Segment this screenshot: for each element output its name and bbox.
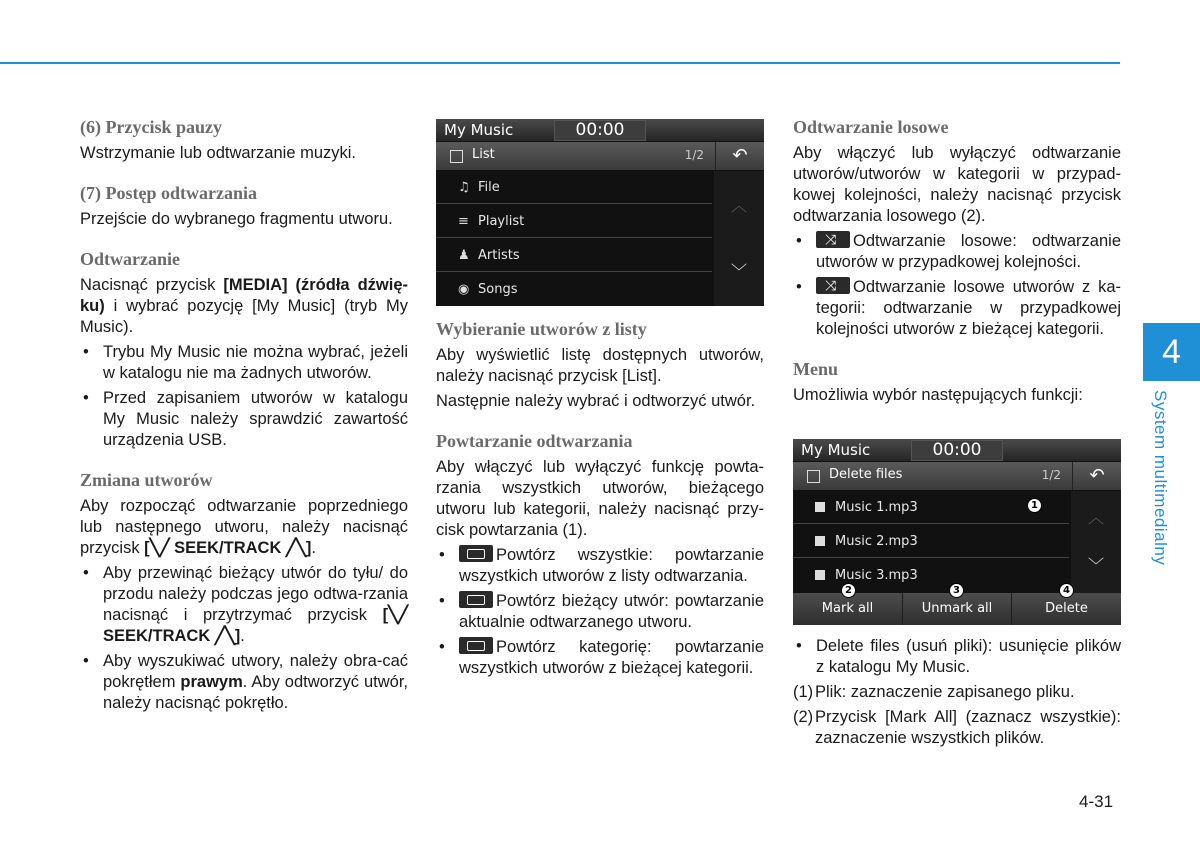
text-playback-post: i wybrać pozycję [My Music] (tryb My Music). <box>80 297 408 336</box>
file-row[interactable] <box>793 559 1069 592</box>
shuffle-icon <box>816 231 850 248</box>
repeat-category-icon <box>459 637 493 654</box>
repeat-all-icon <box>459 545 493 562</box>
text-change-pre: Aby rozpocząć odtwarzanie poprzedniego lub następnego utworu, należy nacisnąć przycisk <box>80 497 408 557</box>
bullet-text: Odtwarzanie losowe: odtwarzanie utworów w przypadkowej kolejności. <box>816 232 1121 271</box>
scroll-down-icon[interactable]: ﹀ <box>1087 556 1104 575</box>
chapter-label: System multimedialny <box>1151 390 1170 566</box>
text-select-1: Aby wyświetlić listę dostępnych utworów, należy nacisnąć przycisk [List]. <box>436 346 764 385</box>
text-change-bold: [╲╱ SEEK/TRACK ╱╲] <box>144 539 312 557</box>
mark-all-button[interactable]: Mark all <box>793 593 903 625</box>
repeat-bullets <box>436 545 764 679</box>
list-item <box>436 545 764 587</box>
heading-shuffle: Odtwarzanie losowe <box>793 117 949 137</box>
scroll-up-icon[interactable]: ︿ <box>730 196 747 215</box>
list-item-songs[interactable] <box>436 273 712 306</box>
numbered-item <box>793 707 1121 749</box>
bullet-bold: [╲╱ SEEK/TRACK ╱╲] <box>103 606 408 645</box>
bullet-pre: Aby przewinąć bieżący utwór do tyłu/ do przodu należy podczas jego odtwa-rzania nacisnąć i przytrzymać przycisk <box>103 564 408 624</box>
text-pause: Wstrzymanie lub odtwarzanie muzyki. <box>80 144 357 162</box>
row-label: Songs <box>478 282 518 297</box>
text-select-2: Następnie należy wybrać i odtworzyć utwór. <box>436 392 756 410</box>
callout-2: 2 <box>841 583 856 598</box>
column-middle <box>436 318 764 697</box>
screen-header <box>436 119 764 141</box>
heading-playback: Odtwarzanie <box>80 249 180 269</box>
scroll-up-icon[interactable]: ︿ <box>1087 508 1104 527</box>
delete-files-screen <box>793 439 1121 625</box>
page-indicator: 1/2 <box>684 148 704 162</box>
back-icon[interactable]: ↶ <box>1072 462 1121 490</box>
checkbox-icon[interactable] <box>815 536 825 546</box>
heading-select-tracks: Wybieranie utworów z listy <box>436 319 647 339</box>
column-left <box>80 116 408 732</box>
item-number: (1) <box>793 683 814 701</box>
delete-files-label: Delete files <box>829 467 903 482</box>
text-change-tracks <box>80 496 408 559</box>
screen-title: My Music <box>801 441 871 459</box>
time-display: 00:00 <box>911 440 1003 461</box>
checkbox-checked-icon[interactable] <box>815 502 825 512</box>
chapter-tab: 4 <box>1143 323 1200 381</box>
screen-header <box>793 439 1121 461</box>
page-number: 4-31 <box>1079 792 1114 811</box>
list-item-playlist[interactable] <box>436 205 712 238</box>
text-playback-pre: Nacisnąć przycisk <box>80 276 224 294</box>
disc-icon: ◉ <box>458 282 470 297</box>
bullet-post: . Aby odtworzyć utwór, należy nacisnąć pokrętło. <box>103 673 409 712</box>
list-item <box>436 637 764 679</box>
callout-3: 3 <box>949 583 964 598</box>
list-item <box>436 591 764 633</box>
list-icon <box>450 150 463 163</box>
menu-bullets <box>793 636 1121 678</box>
column-right <box>793 116 1121 753</box>
heading-repeat: Powtarzanie odtwarzania <box>436 431 633 451</box>
shuffle-category-icon <box>816 277 850 294</box>
time-display: 00:00 <box>554 120 646 141</box>
item-text: Plik: zaznaczenie zapisanego pliku. <box>815 683 1075 701</box>
text-shuffle: Aby włączyć lub wyłączyć odtwarzanie utworów/utworów w kategorii w przypad-kowej kolejności, należy nacisnąć przycisk odtwarzania losowego (2). <box>793 144 1121 225</box>
text-repeat: Aby włączyć lub wyłączyć funkcję powta-rzania wszystkich utworów, bieżącego utworu lub kategorii, należy nacisnąć przy-cisk powtarzania (1). <box>436 458 764 539</box>
delete-files-bar[interactable] <box>793 462 1121 490</box>
text-playback-bold: [MEDIA] (źródła dźwię-ku) <box>80 276 408 315</box>
playlist-icon: ≡ <box>458 214 469 229</box>
list-bar[interactable] <box>436 142 764 170</box>
numbered-item <box>793 682 1121 703</box>
bullet-text: Powtórz wszystkie: powtarzanie wszystkich utworów z listy odtwarzania. <box>459 546 764 585</box>
row-label: Playlist <box>478 214 525 229</box>
playback-bullets <box>80 342 408 451</box>
callout-1: 1 <box>1027 498 1042 513</box>
item-text: Przycisk [Mark All] (zaznacz wszystkie): zaznaczenie wszystkich plików. <box>815 708 1121 747</box>
back-icon[interactable]: ↶ <box>715 142 764 170</box>
list-label: List <box>472 147 495 162</box>
heading-progress: (7) Postęp odtwarzania <box>80 183 257 203</box>
list-item <box>793 277 1121 340</box>
list-icon <box>807 470 820 483</box>
page-indicator: 1/2 <box>1041 468 1061 482</box>
shuffle-bullets <box>793 231 1121 340</box>
list-item <box>80 651 408 714</box>
scroll-panel <box>714 171 764 306</box>
list-item: • Przed zapisaniem utworów w katalogu My Music należy sprawdzić zawartość urządzenia USB. <box>80 388 408 451</box>
text-menu: Umożliwia wybór następujących funkcji: <box>793 386 1083 404</box>
bullet-text: Odtwarzanie losowe utworów z ka-tegorii: odtwarzanie w przypadkowej kolejności utworów z bieżącej kategorii. <box>816 278 1121 338</box>
top-rule <box>0 62 1120 64</box>
item-number: (2) <box>793 708 814 726</box>
row-label: Music 3.mp3 <box>835 568 918 583</box>
list-item-artists[interactable] <box>436 239 712 272</box>
scroll-down-icon[interactable]: ﹀ <box>730 262 747 281</box>
list-item: • Trybu My Music nie można wybrać, jeżeli w katalogu nie ma żadnych utworów. <box>80 342 408 384</box>
heading-menu: Menu <box>793 359 838 379</box>
my-music-list-screen <box>436 119 764 306</box>
delete-button[interactable]: Delete <box>1045 601 1088 616</box>
bullet-pre: Aby wyszukiwać utwory, należy obra-cać pokrętłem <box>103 652 408 691</box>
bullet-post: . <box>240 627 245 645</box>
checkbox-icon[interactable] <box>815 570 825 580</box>
row-label: File <box>478 180 500 195</box>
text-playback <box>80 275 408 338</box>
music-note-icon: ♫ <box>458 180 470 195</box>
row-label: Artists <box>478 248 520 263</box>
text-change-post: . <box>311 539 316 557</box>
callout-4: 4 <box>1059 583 1074 598</box>
bullet-text: Powtórz kategorię: powtarzanie wszystkich utworów z bieżącej kategorii. <box>459 638 764 677</box>
list-item <box>80 563 408 647</box>
scroll-panel <box>1071 491 1121 593</box>
person-icon: ♟ <box>458 248 470 263</box>
bullet-text: Powtórz bieżący utwór: powtarzanie aktualnie odtwarzanego utworu. <box>459 592 764 631</box>
screen-title: My Music <box>444 121 514 139</box>
heading-change-tracks: Zmiana utworów <box>80 470 213 490</box>
text-progress: Przejście do wybranego fragmentu utworu. <box>80 210 393 228</box>
list-item: • Delete files (usuń pliki): usunięcie plików z katalogu My Music. <box>793 636 1121 678</box>
change-bullets <box>80 563 408 714</box>
row-label: Music 2.mp3 <box>835 534 918 549</box>
file-row[interactable] <box>793 525 1069 558</box>
list-item-file[interactable] <box>436 171 712 204</box>
heading-pause: (6) Przycisk pauzy <box>80 117 222 137</box>
row-label: Music 1.mp3 <box>835 500 918 515</box>
list-item <box>793 231 1121 273</box>
unmark-all-button[interactable]: Unmark all <box>903 593 1012 625</box>
bullet-bold: prawym <box>180 673 243 691</box>
repeat-one-icon <box>459 591 493 608</box>
